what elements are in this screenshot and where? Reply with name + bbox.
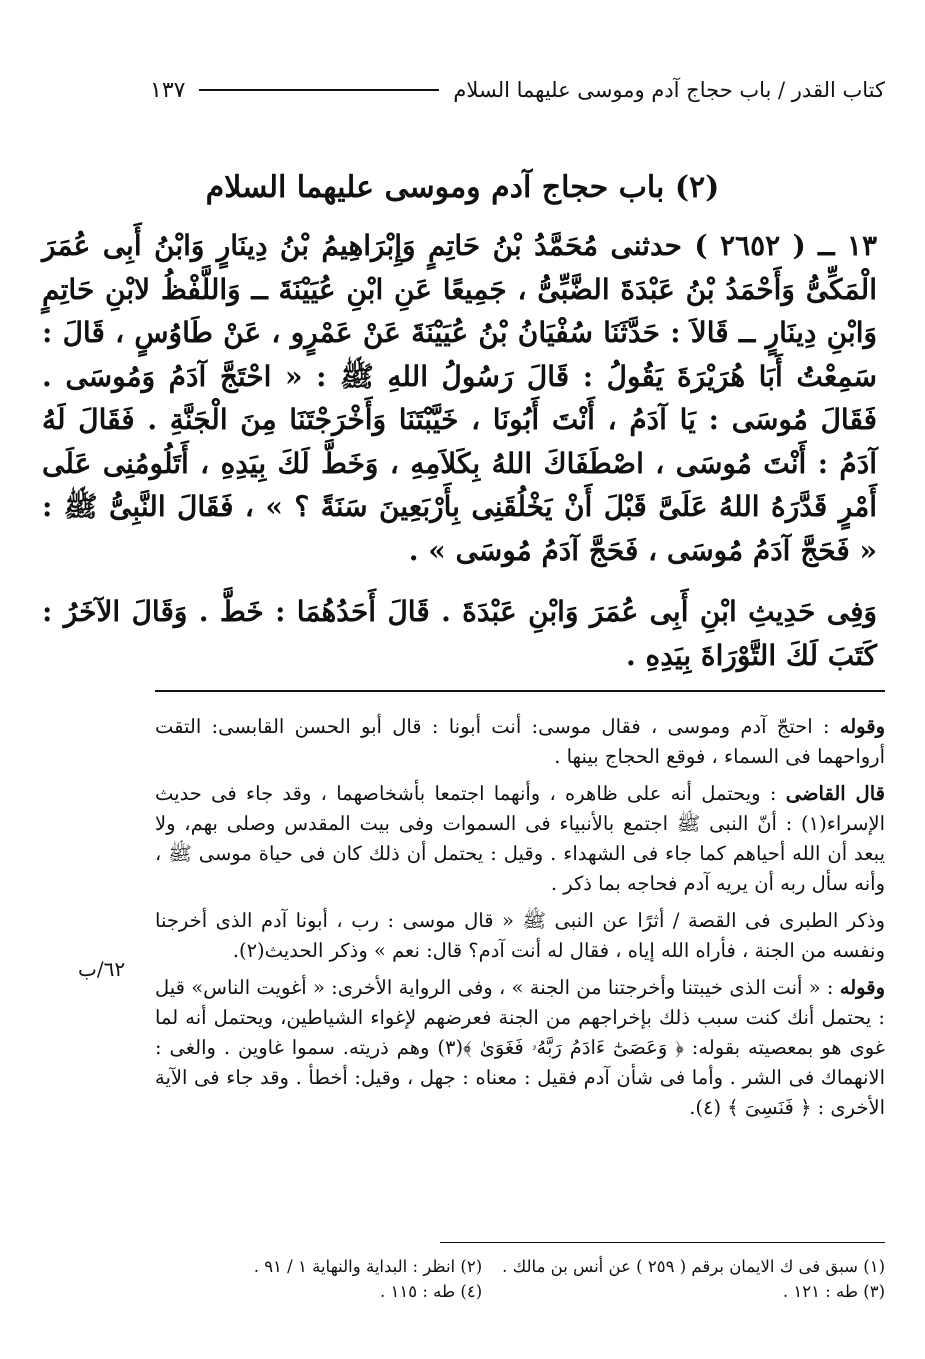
running-title: كتاب القدر / باب حجاج آدم وموسى عليهما السلام [453,78,885,102]
page-number: ١٣٧ [150,77,186,103]
commentary-paragraph [155,779,885,899]
commentary-text: وذكر الطبرى فى القصة / أثرًا عن النبى ﷺ « قال موسى : رب ، أبونا آدم الذى أخرجنا ونفسه من الجنة ، فأراه الله إياه ، فقال له أنت آدم؟ قال: نعم » وذكر الحديث(٢). [155,909,885,962]
commentary [155,712,885,1130]
footnotes [155,1254,885,1304]
commentary-text: : « أنت الذى خيبتنا وأخرجتنا من الجنة » ، وفى الرواية الأخرى: « أغويت الناس» قيل : يحتمل أنك كنت سبب ذلك بإخراجهم من الجنة فعرضهم لإغواء الشياطين، ويحتمل أنه لما غوى هو بمعصيته بقوله: ﴿ وَعَصَىٰٓ ءَادَمُ رَبَّهُۥ فَغَوَىٰ ﴾(٣) وهم ذريته. سموا غاوين . والغى : الانهماك فى الشر . وأما فى شأن آدم فقيل : معناه : جهل ، وقيل: أخطأ . وقد جاء فى الآية الأخرى : ﴿ فَنَسِىَ ﴾ (٤). [155,976,885,1119]
commentary-lead: وقوله [839,976,885,999]
footnote: (١) سبق فى ك الايمان برقم ( ٢٥٩ ) عن أنس بن مالك . [502,1257,885,1276]
commentary-paragraph [155,712,885,772]
footnote-divider [440,1242,885,1243]
commentary-text: : احتجّ آدم وموسى ، فقال موسى: أنت أبونا : قال أبو الحسن القابسى: التقت أرواحهما فى السماء ، فوقع الحجاج بينها . [155,715,885,768]
running-header [150,72,885,108]
variant-paragraph: وَفِى حَدِيثِ ابْنِ أَبِى عُمَرَ وَابْنِ عَبْدَةَ . قَالَ أَحَدُهُمَا : خَطَّ . وَقَالَ الآخَرُ : كَتَبَ لَكَ التَّوْرَاةَ بِيَدِهِ . [42,595,877,672]
footnote: (٢) انظر : البداية والنهاية ١ / ٩١ . [253,1257,483,1276]
commentary-lead: وقوله [839,715,885,738]
hadith-text [42,224,877,677]
header-rule [199,89,439,91]
footnote: (٣) طه : ١٢١ . [782,1282,885,1301]
commentary-paragraph [155,906,885,966]
commentary-lead: قال القاضى [785,782,885,805]
hadith-paragraph: ١٣ ــ ( ٢٦٥٢ ) حدثنى مُحَمَّدُ بْنُ حَاتِمٍ وَإِبْرَاهِيمُ بْنُ دِينَارٍ وَابْنُ أَبِى عُمَرَ الْمَكِّىُّ وَأَحْمَدُ بْنُ عَبْدَةَ الضَّبِّىُّ ، جَمِيعًا عَنِ ابْنِ عُيَيْنَةَ ــ وَاللَّفْظُ لابْنِ حَاتِمٍ وَابْنِ دِينَارٍ ــ قَالاَ : حَدَّثَنَا سُفْيَانُ بْنُ عُيَيْنَةَ عَنْ عَمْرٍو ، عَنْ طَاوُسٍ ، قَالَ : سَمِعْتُ أَبَا هُرَيْرَةَ يَقُولُ : قَالَ رَسُولُ اللهِ ﷺ : « احْتَجَّ آدَمُ وَمُوسَى . فَقَالَ مُوسَى : يَا آدَمُ ، أَنْتَ أَبُونَا ، خَيَّبْتَنَا وَأَخْرَجْتَنَا مِنَ الْجَنَّةِ . فَقَالَ لَهُ آدَمُ : أَنْتَ مُوسَى ، اصْطَفَاكَ اللهُ بِكَلاَمِهِ ، وَخَطَّ لَكَ بِيَدِهِ ، أَتَلُومُنِى عَلَى أَمْرٍ قَدَّرَهُ اللهُ عَلَىَّ قَبْلَ أَنْ يَخْلُقَنِى بِأَرْبَعِينَ سَنَةً ؟ » ، فَقَالَ النَّبِىُّ ﷺ : « فَحَجَّ آدَمُ مُوسَى ، فَحَجَّ آدَمُ مُوسَى » . [42,229,877,567]
commentary-paragraph [155,973,885,1123]
footnote: (٤) طه : ١١٥ . [380,1282,483,1301]
commentary-text: : ويحتمل أنه على ظاهره ، وأنهما اجتمعا بأشخاصهما ، وقد جاء فى حديث الإسراء(١) : أنّ النبى ﷺ اجتمع بالأنبياء فى السموات وفى بيت المقدس وصلى بهم، ولا يبعد أن الله أحياهم كما جاء فى الشهداء . وقيل : يحتمل أن ذلك كان فى حياة موسى ﷺ ، وأنه سأل ربه أن يريه آدم فحاجه بما ذكر . [155,782,885,895]
manuscript-margin-note: ٦٢/ب [78,957,126,981]
chapter-title: (٢) باب حجاج آدم وموسى عليهما السلام [205,170,720,205]
main-commentary-divider [155,690,885,692]
